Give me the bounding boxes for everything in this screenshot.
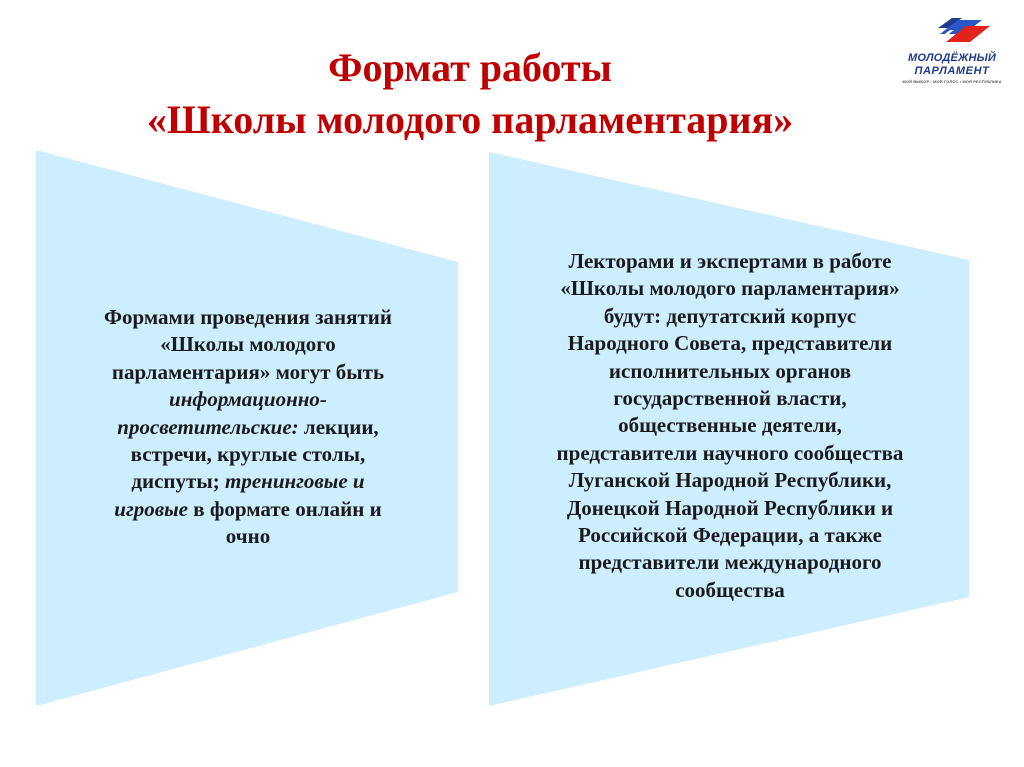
left-line: очно [225,524,271,549]
left-line: парламентария» могут быть [111,359,385,384]
left-line: Формами проведения занятий [103,305,393,329]
logo-flag-icon [894,12,1010,52]
right-panel-text [500,248,960,604]
right-line: сообщества [675,577,785,602]
right-line: Народного Совета, представители [567,331,893,356]
left-text-run: лекции, [298,414,379,439]
left-panel-text [48,304,448,551]
left-line [48,468,448,495]
right-line: «Школы молодого парламентария» [560,276,900,301]
right-line: представители научного сообщества [556,440,904,465]
logo [894,12,1010,92]
left-emphasis: тренинговые и [219,469,365,494]
left-line [48,496,448,523]
right-line: будут: депутатский корпус [603,303,857,328]
right-line: Луганской Народной Республики, [568,468,892,493]
logo-text-line-1: МОЛОДЁЖНЫЙ [908,52,996,64]
right-line: Лекторами и экспертами в работе [568,249,892,273]
left-line: «Школы молодого [160,332,336,357]
left-emphasis: игровые [114,496,189,521]
page-title-line-2: «Школы молодого парламентария» [146,97,794,142]
right-line: исполнительных органов [608,358,852,383]
left-text-run: диспуты; [131,469,220,494]
left-text-run: в формате онлайн и [188,496,382,521]
page-title-line-1: Формат работы [328,45,612,90]
right-line: представители международного [578,550,882,575]
right-line: Донецкой Народной Республики и [566,495,894,520]
left-emphasis: просветительские: [117,414,299,439]
right-line: Российской Федерации, а также [578,523,882,548]
logo-tagline: МОЙ ВЫБОР • МОЙ ГОЛОС • МОЯ РЕСПУБЛИКА [902,79,1002,84]
right-line: общественные деятели, [618,413,842,438]
left-emphasis: информационно- [169,387,327,412]
right-line: государственной власти, [613,386,847,411]
left-line [48,386,448,413]
left-line [48,414,448,441]
logo-text-line-2: ПАРЛАМЕНТ [914,65,990,77]
left-line: встречи, круглые столы, [130,442,366,467]
